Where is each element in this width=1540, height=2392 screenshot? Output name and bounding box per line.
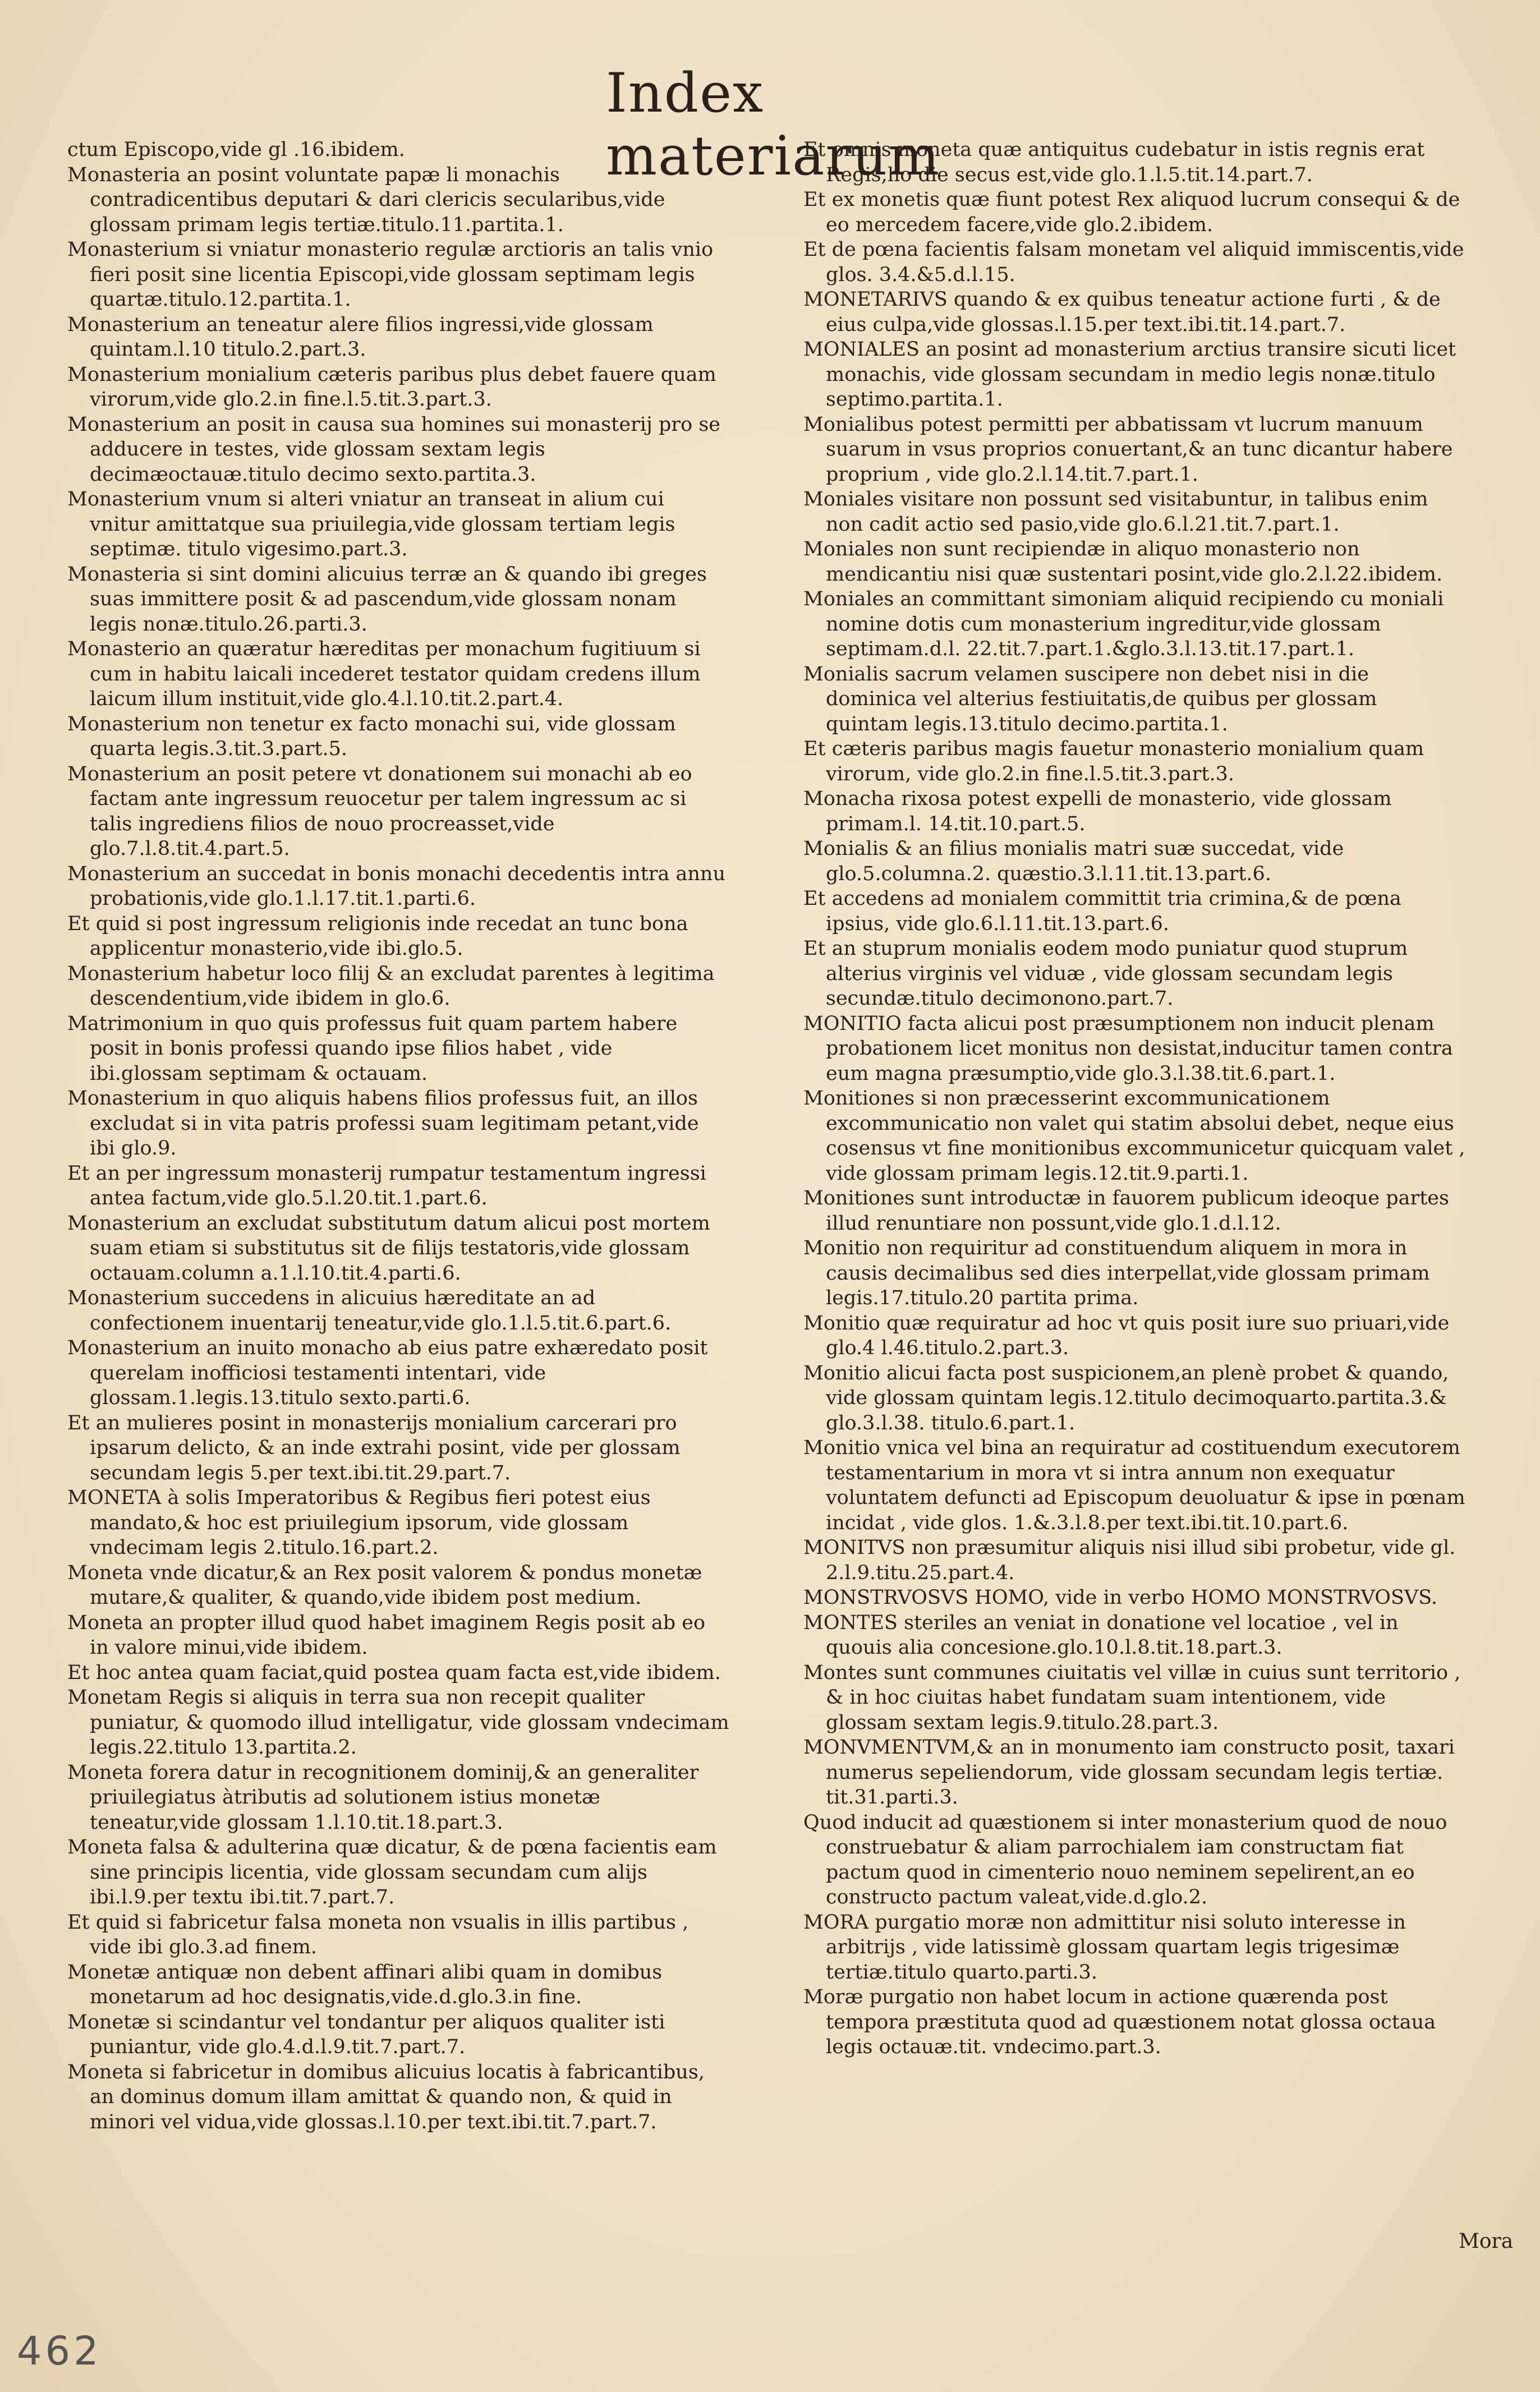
index-entry: Et de pœna facientis falsam monetam vel aliquid immiscentis,vide glos. 3.4.&5.d.l.15. — [803, 238, 1464, 286]
catchword: Mora — [1459, 2230, 1514, 2253]
index-entry: ctum Episcopo,vide gl .16.ibidem. — [67, 139, 405, 161]
index-entry: Moniales visitare non possunt sed visitabuntur, in talibus enim non cadit actio sed pasio,vide glo.6.l.21.tit.7.part.1. — [803, 488, 1428, 536]
index-entry: MONTES steriles an veniat in donatione vel locatioe , vel in quouis alia concesione.glo.10.l.8.tit.18.part.3. — [803, 1611, 1399, 1659]
index-entry: Moneta vnde dicatur,& an Rex posit valorem & pondus monetæ mutare,& qualiter, & quando,vide ibidem post medium. — [67, 1561, 702, 1609]
index-entry: Monasterium monialium cæteris paribus plus debet fauere quam virorum,vide glo.2.in fine.l.5.tit.3.part.3. — [67, 363, 716, 411]
index-entry: Montes sunt communes ciuitatis vel villæ in cuius sunt territorio , & in hoc ciuitas habet fundatam suam intentionem, vide glossam sextam legis.9.titulo.28.part.3. — [803, 1661, 1461, 1734]
index-entry: Moneta forera datur in recognitionem dominij,& an generaliter priuilegiatus àtributis ad solutionem istius monetæ teneatur,vide glossam 1.l.10.tit.18.part.3. — [67, 1761, 699, 1834]
index-entry: Moniales non sunt recipiendæ in aliquo monasterio non mendicantiu nisi quæ sustentari posint,vide glo.2.l.22.ibidem. — [803, 538, 1443, 586]
index-entry: MONIALES an posint ad monasterium arctius transire sicuti licet monachis, vide glossam secundam in medio legis nonæ.titulo septimo.partita.1. — [803, 338, 1456, 411]
index-entry: Et ex monetis quæ fiunt potest Rex aliquod lucrum consequi & de eo mercedem facere,vide glo.2.ibidem. — [803, 188, 1460, 236]
left-column — [67, 137, 729, 2135]
index-entry: Moneta si fabricetur in domibus alicuius locatis à fabricantibus, an dominus domum illam amittat & quando non, & quid in minori vel vidua,vide glossas.l.10.per text.ibi.tit.7.part.7. — [67, 2060, 705, 2133]
index-entry: Monasterium vnum si alteri vniatur an transeat in alium cui vnitur amittatque sua priuilegia,vide glossam tertiam legis septimæ. titulo vigesimo.part.3. — [67, 488, 675, 560]
index-entry: Monetæ antiquæ non debent affinari alibi quam in domibus monetarum ad hoc designatis,vide.d.glo.3.in fine. — [67, 1961, 663, 2008]
index-entry: Et cæteris paribus magis fauetur monasterio monialium quam virorum, vide glo.2.in fine.l.5.tit.3.part.3. — [803, 738, 1424, 785]
page-title: Index materiarum — [606, 62, 941, 187]
index-entry: Monialis sacrum velamen suscipere non debet nisi in die dominica vel alterius festiuitatis,de quibus per glossam quintam legis.13.titulo decimo.partita.1. — [803, 663, 1377, 735]
index-entry: Et hoc antea quam faciat,quid postea quam facta est,vide ibidem. — [67, 1661, 721, 1684]
index-entry: Monitio non requiritur ad constituendum aliquem in mora in causis decimalibus sed dies interpellat,vide glossam primam legis.17.titulo.20 partita prima. — [803, 1237, 1430, 1309]
index-entry: Monitio vnica vel bina an requiratur ad costituendum executorem testamentarium in mora vt si intra annum non exequatur voluntatem defuncti ad Episcopum deuoluatur & ipse in pœnam incidat , vide glos. 1.&.3.l.8.per text.ibi.tit.10.part.6. — [803, 1437, 1465, 1534]
index-entry: Monasterium in quo aliquis habens filios professus fuit, an illos excludat si in vita patris professi suam legitimam petant,vide ibi glo.9. — [67, 1087, 699, 1160]
index-entry: Matrimonium in quo quis professus fuit quam partem habere posit in bonis professi quando ipse filios habet , vide ibi.glossam septimam & octauam. — [67, 1012, 678, 1085]
index-entry: Monialis & an filius monialis matri suæ succedat, vide glo.5.columna.2. quæstio.3.l.11.tit.13.part.6. — [803, 838, 1344, 885]
index-entry: Monitiones si non præcesserint excommunicationem excommunicatio non valet qui statim absolui debet, neque eius cosensus vt fine monitionibus excommunicetur quicquam valet , vide glossam primam legis.12.tit.9.parti.1. — [803, 1087, 1465, 1185]
index-entry: Monitio quæ requiratur ad hoc vt quis posit iure suo priuari,vide glo.4 l.46.titulo.2.part.3. — [803, 1312, 1450, 1359]
index-entry: MONETA à solis Imperatoribus & Regibus fieri potest eius mandato,& hoc est priuilegium ipsorum, vide glossam vndecimam legis 2.titulo.16.part.2. — [67, 1487, 651, 1559]
index-entry: Monasterium an teneatur alere filios ingressi,vide glossam quintam.l.10 titulo.2.part.3. — [67, 313, 654, 361]
index-entry: Monasteria an posint voluntate papæ li monachis contradicentibus deputari & dari clericis secularibus,vide glossam primam legis tertiæ.titulo.11.partita.1. — [67, 163, 665, 236]
index-entry: Monasterium non tenetur ex facto monachi sui, vide glossam quarta legis.3.tit.3.part.5. — [67, 712, 676, 760]
index-entry: MORA purgatio moræ non admittitur nisi soluto interesse in arbitrijs , vide latissimè glossam quartam legis trigesimæ tertiæ.titulo quarto.parti.3. — [803, 1911, 1406, 1984]
index-entry: Monasterium an succedat in bonis monachi decedentis intra annu probationis,vide glo.1.l.17.tit.1.parti.6. — [67, 862, 725, 910]
index-entry: MONETARIVS quando & ex quibus teneatur actione furti , & de eius culpa,vide glossas.l.15.per text.ibi.tit.14.part.7. — [803, 288, 1441, 336]
index-entry: Monasterium habetur loco filij & an excludat parentes à legitima descendentium,vide ibidem in glo.6. — [67, 962, 715, 1010]
index-entry: MONITIO facta alicui post præsumptionem non inducit plenam probationem licet monitus non desistat,inducitur tamen contra eum magna præsumptio,vide glo.3.l.38.tit.6.part.1. — [803, 1012, 1453, 1085]
index-entry: Moniales an committant simoniam aliquid recipiendo cu moniali nomine dotis cum monasterium ingreditur,vide glossam septimam.d.l. 22.tit.7.part.1.&glo.3.l.13.tit.17.part.1. — [803, 588, 1444, 660]
right-column — [803, 137, 1465, 2060]
index-entry: Monetam Regis si aliquis in terra sua non recepit qualiter puniatur, & quomodo illud intelligatur, vide glossam vndecimam legis.22.titulo 13.partita.2. — [67, 1686, 729, 1759]
index-entry: Monasterium an inuito monacho ab eius patre exhæredato posit querelam inofficiosi testamenti intentari, vide glossam.1.legis.13.titulo sexto.parti.6. — [67, 1337, 708, 1409]
index-entry: MONITVS non præsumitur aliquis nisi illud sibi probetur, vide gl. 2.l.9.titu.25.part.4. — [803, 1537, 1456, 1584]
index-entry: Monasteria si sint domini alicuius terræ an & quando ibi greges suas immittere posit & ad pascendum,vide glossam nonam legis nonæ.titulo.26.parti.3. — [67, 563, 707, 636]
index-entry: Quod inducit ad quæstionem si inter monasterium quod de nouo construebatur & aliam parrochialem iam constructam fiat pactum quod in cimenterio nouo neminem sepelirent,an eo constructo pactum valeat,vide.d.glo.2. — [803, 1811, 1447, 1908]
index-entry: Moneta an propter illud quod habet imaginem Regis posit ab eo in valore minui,vide ibidem. — [67, 1611, 706, 1659]
index-entry: Monasterio an quæratur hæreditas per monachum fugitiuum si cum in habitu laicali incederet testator quidam credens illum laicum illum instituit,vide glo.4.l.10.tit.2.part.4. — [67, 638, 701, 710]
index-entry: Et accedens ad monialem committit tria crimina,& de pœna ipsius, vide glo.6.l.11.tit.13.part.6. — [803, 887, 1401, 935]
index-entry: Et quid si fabricetur falsa moneta non vsualis in illis partibus , vide ibi glo.3.ad finem. — [67, 1911, 689, 1958]
index-entry: Monasterium an posit in causa sua homines sui monasterij pro se adducere in testes, vide glossam sextam legis decimæoctauæ.titulo decimo sexto.partita.3. — [67, 413, 720, 486]
index-entry: Et quid si post ingressum religionis inde recedat an tunc bona applicentur monasterio,vide ibi.glo.5. — [67, 912, 688, 960]
index-entry: Monialibus potest permitti per abbatissam vt lucrum manuum suarum in vsus proprios conuertant,& an tunc dicantur habere proprium , vide glo.2.l.14.tit.7.part.1. — [803, 413, 1453, 486]
index-entry: Et an per ingressum monasterij rumpatur testamentum ingressi antea factum,vide glo.5.l.20.tit.1.part.6. — [67, 1162, 706, 1209]
index-entry: Moneta falsa & adulterina quæ dicatur, & de pœna facientis eam sine principis licentia, vide glossam secundam cum alijs ibi.l.9.per textu ibi.tit.7.part.7. — [67, 1836, 717, 1908]
index-entry: Monitiones sunt introductæ in fauorem publicum ideoque partes illud renuntiare non possunt,vide glo.1.d.l.12. — [803, 1187, 1449, 1235]
index-entry: MONVMENTVM,& an in monumento iam constructo posit, taxari numerus sepeliendorum, vide glossam secundam legis tertiæ. tit.31.parti.3. — [803, 1736, 1455, 1809]
index-entry: Et omnis moneta quæ antiquitus cudebatur in istis regnis erat Regis,ho die secus est,vide glo.1.l.5.tit.14.part.7. — [803, 139, 1425, 186]
index-entry: Monitio alicui facta post suspicionem,an plenè probet & quando, vide glossam quintam legis.12.titulo decimoquarto.partita.3.& glo.3.l.38. titulo.6.part.1. — [803, 1361, 1449, 1434]
index-entry: Monetæ si scindantur vel tondantur per aliquos qualiter isti puniantur, vide glo.4.d.l.9.tit.7.part.7. — [67, 2011, 665, 2058]
index-entry: Et an stuprum monialis eodem modo puniatur quod stuprum alterius virginis vel viduæ , vide glossam secundam legis secundæ.titulo decimonono.part.7. — [803, 937, 1408, 1010]
index-entry: Moræ purgatio non habet locum in actione quærenda post tempora præstituta quod ad quæstionem notat glossa octaua legis octauæ.tit. vndecimo.part.3. — [803, 1986, 1436, 2058]
index-entry: Monasterium succedens in alicuius hæreditate an ad confectionem inuentarij teneatur,vide glo.1.l.5.tit.6.part.6. — [67, 1287, 672, 1335]
index-entry: Monasterium an posit petere vt donationem sui monachi ab eo factam ante ingressum reuocetur per talem ingressum ac si talis ingrediens filios de nouo procreasset,vide glo.7.l.8.tit.4.part.5. — [67, 762, 692, 860]
index-entry: MONSTRVOSVS HOMO, vide in verbo HOMO MONSTRVOSVS. — [803, 1586, 1438, 1609]
index-entry: Monasterium an excludat substitutum datum alicui post mortem suam etiam si substitutus sit de filijs testatoris,vide glossam octauam.column a.1.l.10.tit.4.parti.6. — [67, 1212, 710, 1285]
index-entry: Et an mulieres posint in monasterijs monialium carcerari pro ipsarum delicto, & an inde extrahi posint, vide per glossam secundam legis 5.per text.ibi.tit.29.part.7. — [67, 1411, 681, 1484]
folio-number: 462 — [17, 2328, 102, 2374]
index-entry: Monasterium si vniatur monasterio regulæ arctioris an talis vnio fieri posit sine licentia Episcopi,vide glossam septimam legis quartæ.titulo.12.partita.1. — [67, 238, 714, 311]
index-entry: Monacha rixosa potest expelli de monasterio, vide glossam primam.l. 14.tit.10.part.5. — [803, 788, 1392, 835]
